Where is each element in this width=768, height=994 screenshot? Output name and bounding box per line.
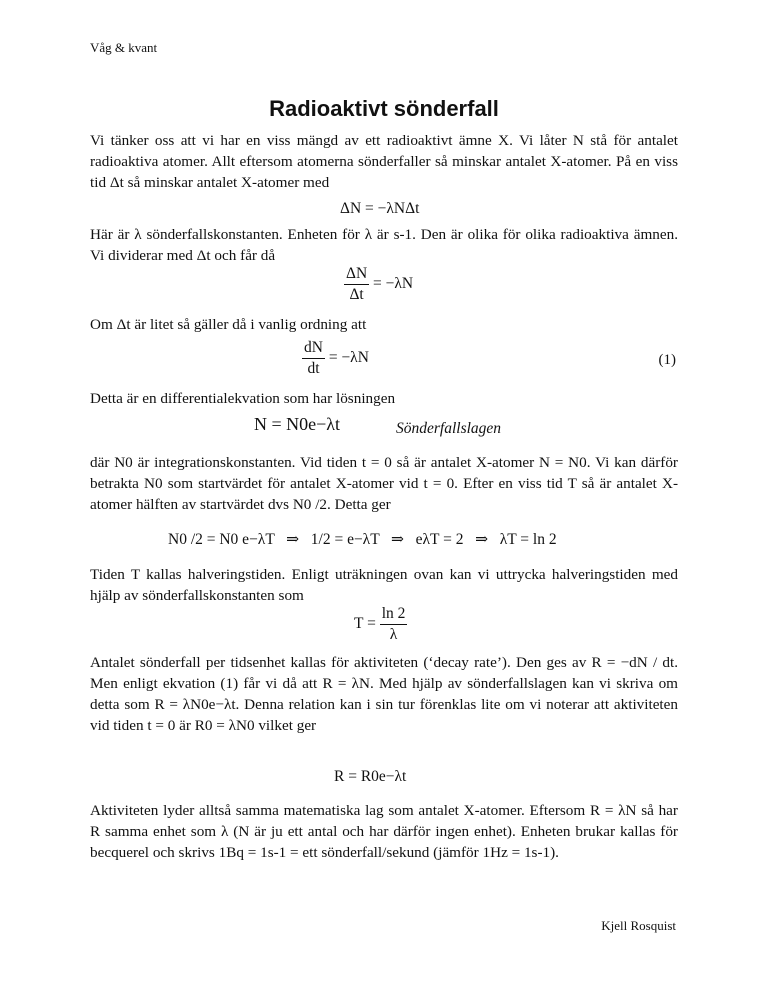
paragraph-intro: Vi tänker oss att vi har en viss mängd av ett radioaktivt ämne X. Vi låter N stå för antalet radioaktiva atomer. Allt eftersom atomerna sönderfaller så minskar antalet X-atomer. På en viss tid Δt så minskar antalet X-atomer med — [90, 132, 678, 191]
equation-half-life-lhs: T = — [354, 615, 376, 633]
half-step-4: λT = ln 2 — [499, 531, 557, 548]
page-header: Våg & kvant — [90, 40, 158, 55]
implies-arrow-2: ⇒ — [391, 531, 405, 548]
page-title: Radioaktivt sönderfall — [269, 96, 499, 121]
page-footer: Kjell Rosquist — [601, 918, 676, 933]
paragraph-half-life: Tiden T kallas halveringstiden. Enligt uträkningen ovan kan vi uttrycka halveringstiden med hjälp av sönderfallskonstanten som — [90, 566, 678, 604]
fraction-numerator: ln 2 — [380, 604, 408, 625]
paragraph-small-dt: Om Δt är litet så gäller då i vanlig ordning att — [90, 316, 367, 333]
fraction-ln2-lambda — [380, 604, 408, 645]
paragraph-initial-value: där N0 är integrationskonstanten. Vid tiden t = 0 så är antalet X-atomer N = N0. Vi kan därför betrakta N0 som startvärdet för antalet X-atomer vid t = 0. Efter en viss tid T så är antalet X-atomer hälften av startvärdet dvs N0 /2. Detta ger — [90, 454, 678, 513]
equation-ratio — [344, 264, 413, 305]
paragraph-becquerel: Aktiviteten lyder alltså samma matematiska lag som antalet X-atomer. Eftersom R = λN så har R samma enhet som λ (N är ju ett antal och har därför ingen enhet). Enheten brukar kallas för becquerel och skrivs 1Bq = 1s-1 = ett sönderfall/sekund (jämför 1Hz = 1s-1). — [90, 802, 678, 861]
fraction-delta — [344, 264, 369, 305]
paragraph-activity: Antalet sönderfall per tidsenhet kallas för aktiviteten (‘decay rate’). Den ges av R = −dN / dt. Men enligt ekvation (1) får vi då att R = λN. Med hjälp av sönderfallslagen kan vi skriva om detta som R = λN0e−λt. Denna relation kan i sin tur förenklas lite om vi noterar att aktiviteten vid tiden t = 0 är R0 = λN0 vilket ger — [90, 654, 678, 734]
paragraph-decay-constant: Här är λ sönderfallskonstanten. Enheten för λ är s-1. Den är olika för olika radioaktiva ämnen. Vi dividerar med Δt och får då — [90, 226, 678, 264]
implies-arrow-1: ⇒ — [286, 531, 300, 548]
paragraph-solution: Detta är en differentialekvation som har lösningen — [90, 390, 396, 407]
implies-arrow-3: ⇒ — [475, 531, 489, 548]
fraction-denominator: λ — [389, 626, 398, 643]
half-step-2: 1/2 = e−λT — [310, 531, 380, 548]
half-step-1: N0 /2 = N0 e−λT — [168, 531, 275, 548]
half-step-3: eλT = 2 — [415, 531, 464, 548]
equation-decay-law-label: Sönderfallslagen — [396, 420, 502, 437]
equation-half-life — [354, 604, 407, 645]
equation-delta-n: ΔN = −λNΔt — [340, 200, 420, 217]
equation-half-life-derivation — [168, 530, 557, 549]
equation-activity-law: R = R0e−λt — [334, 768, 407, 785]
equation-differential-rhs: = −λN — [328, 349, 369, 367]
fraction-numerator: ΔN — [344, 264, 369, 285]
equation-decay-law: N = N0e−λt — [254, 414, 341, 434]
fraction-derivative — [302, 338, 325, 379]
equation-ratio-rhs: = −λN — [373, 275, 414, 293]
equation-differential — [302, 338, 369, 379]
fraction-denominator: Δt — [349, 286, 364, 303]
fraction-numerator: dN — [302, 338, 325, 359]
equation-number: (1) — [658, 352, 676, 368]
fraction-denominator: dt — [307, 360, 320, 377]
